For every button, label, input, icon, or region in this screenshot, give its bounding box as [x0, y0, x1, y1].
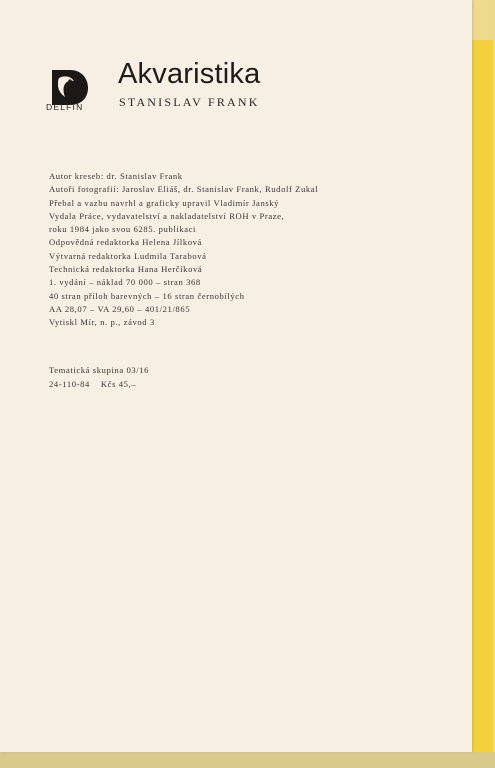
- classification-line: 24-110-84 Kčs 45,–: [49, 378, 137, 389]
- publisher-name: DELFÍN: [46, 102, 84, 112]
- yellow-cover-strip: [470, 40, 493, 756]
- colophon-line: 1. vydání – náklad 70 000 – stran 368: [49, 277, 201, 288]
- colophon-line: Vytiskl Mír, n. p., závod 3: [49, 317, 155, 328]
- colophon-line: AA 28,07 – VA 29,60 – 401/21/865: [49, 303, 191, 314]
- colophon-line: Vydala Práce, vydavatelství a nakladatelství ROH v Praze,: [49, 210, 285, 221]
- colophon-line: Odpovědná redaktorka Helena Jílková: [49, 237, 202, 248]
- book-author: STANISLAV FRANK: [119, 95, 260, 109]
- colophon-line: Přebal a vazbu navrhl a graficky upravil Vladimír Janský: [49, 197, 280, 208]
- classification-block: [49, 364, 349, 391]
- colophon: [49, 170, 449, 330]
- classification-line: Tematická skupina 03/16: [49, 365, 150, 375]
- bottom-edge-band: [0, 752, 495, 768]
- colophon-line: Autoři fotografií: Jaroslav Eliáš, dr. Stanislav Frank, Rudolf Zukal: [49, 184, 319, 195]
- colophon-line: Technická redaktorka Hana Herčíková: [49, 264, 203, 275]
- colophon-line: 40 stran příloh barevných – 16 stran černobílých: [49, 290, 245, 301]
- colophon-line: Autor kreseb: dr. Stanislav Frank: [49, 171, 183, 181]
- colophon-line: roku 1984 jako svou 6285. publikaci: [49, 224, 197, 235]
- book-title: Akvaristika: [118, 58, 261, 90]
- colophon-line: Výtvarná redaktorka Ludmila Tarabová: [49, 250, 207, 261]
